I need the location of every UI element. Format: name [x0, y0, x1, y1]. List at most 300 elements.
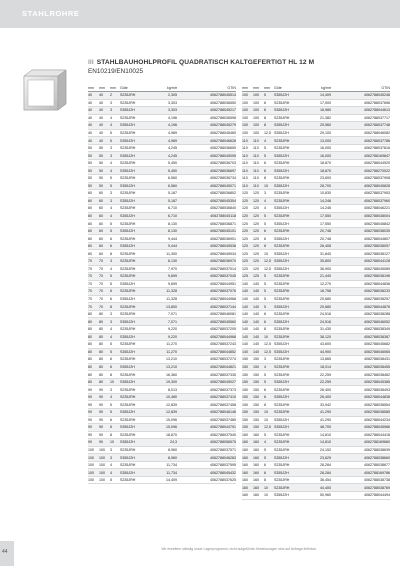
cell-height: 100 [99, 469, 110, 477]
cell-height: 80 [99, 341, 110, 349]
cell-thickness: 5 [110, 227, 120, 235]
cell-height: 100 [99, 476, 110, 484]
cell-thickness: 10 [264, 182, 274, 190]
cell-gtin: 4062788046283 [177, 454, 236, 462]
cell-width: 150 [242, 363, 253, 371]
cell-thickness: 12,5 [264, 265, 274, 273]
cell-weight: 28,700 [298, 182, 331, 190]
cell-gtin: 4062788038462 [331, 371, 390, 379]
cell-thickness: 4 [264, 197, 274, 205]
cell-thickness: 4 [110, 159, 120, 167]
cell-width: 40 [88, 114, 99, 122]
cell-width: 90 [88, 416, 99, 424]
cell-width: 110 [242, 175, 253, 183]
cell-weight: 36,454 [298, 476, 331, 484]
cell-gtin: 4062788038554 [331, 401, 390, 409]
square-tube-illustration [20, 60, 70, 118]
cell-gtin: 4062788045934 [177, 250, 236, 258]
cell-grade: S235JRH [274, 212, 298, 220]
page-number-box [0, 541, 14, 566]
cell-grade: S355J2H [120, 197, 144, 205]
cell-grade: S355J2H [120, 107, 144, 115]
table-row [242, 250, 390, 258]
cell-grade: S235JRH [120, 190, 144, 198]
cell-height: 125 [253, 273, 264, 281]
cell-height: 110 [253, 144, 264, 152]
cell-gtin: 4062788036550 [177, 99, 236, 107]
cell-weight: 8,130 [144, 227, 177, 235]
cell-height: 150 [253, 393, 264, 401]
cell-height: 60 [99, 190, 110, 198]
cell-height: 40 [99, 129, 110, 137]
cell-height: 90 [99, 408, 110, 416]
cell-gtin: 4062788044968 [177, 333, 236, 341]
cell-grade: S355J2H [120, 152, 144, 160]
cell-gtin: 4062788037953 [331, 190, 390, 198]
cell-weight: 33,942 [298, 401, 331, 409]
cell-weight: 4,196 [144, 114, 177, 122]
cell-gtin: 4062788038769 [331, 484, 390, 492]
cell-grade: S355J2H [274, 424, 298, 432]
col-header-grade: Güte [120, 84, 144, 92]
cell-thickness: 8 [264, 476, 274, 484]
cell-height: 150 [253, 356, 264, 364]
cell-height: 40 [99, 92, 110, 100]
cell-gtin: 4062788169847 [331, 152, 390, 160]
cell-height: 100 [253, 129, 264, 137]
cell-height: 60 [99, 242, 110, 250]
table-row [242, 325, 390, 333]
cell-grade: S235JRH [274, 175, 298, 183]
cell-grade: S355J2H [120, 318, 144, 326]
cell-width: 160 [242, 461, 253, 469]
table-row [88, 363, 236, 371]
cell-width: 70 [88, 273, 99, 281]
cell-thickness: 6 [110, 288, 120, 296]
cell-gtin: 4062788045460 [177, 129, 236, 137]
cell-grade: S355J2H [274, 303, 298, 311]
section-header-bar [0, 0, 400, 28]
cell-weight: 48,700 [298, 424, 331, 432]
table-row [88, 167, 236, 175]
cell-width: 110 [242, 159, 253, 167]
cell-height: 140 [253, 318, 264, 326]
cell-thickness: 10 [264, 416, 274, 424]
cell-weight: 7,970 [144, 265, 177, 273]
cell-width: 100 [242, 99, 253, 107]
table-row [242, 461, 390, 469]
cell-thickness: 5 [264, 295, 274, 303]
cell-height: 100 [253, 114, 264, 122]
col-header-height: mm [253, 84, 264, 92]
cell-weight: 11,328 [144, 288, 177, 296]
cell-width: 80 [88, 356, 99, 364]
cell-gtin: 4062788037748 [331, 122, 390, 130]
cell-gtin: 4062788036598 [177, 114, 236, 122]
cell-thickness: 8 [110, 250, 120, 258]
cell-thickness: 8 [264, 114, 274, 122]
col-header-width: mm [88, 84, 99, 92]
cell-width: 60 [88, 190, 99, 198]
cell-grade: S235JRH [120, 386, 144, 394]
cell-gtin: 4062788038127 [331, 250, 390, 258]
cell-width: 110 [242, 182, 253, 190]
cell-weight: 13,665 [298, 356, 331, 364]
cell-weight: 10,480 [144, 393, 177, 401]
cell-thickness: 3 [110, 386, 120, 394]
cell-gtin: 4062788046146 [177, 408, 236, 416]
cell-grade: S235JRH [274, 325, 298, 333]
cell-gtin: 4062788045354 [177, 197, 236, 205]
cell-thickness: 8 [264, 325, 274, 333]
cell-height: 120 [253, 197, 264, 205]
cell-gtin: 4062788044807 [331, 235, 390, 243]
cell-width: 40 [88, 107, 99, 115]
table-row [242, 220, 390, 228]
cell-thickness: 5 [264, 371, 274, 379]
cell-gtin: 4062788036802 [177, 190, 236, 198]
cell-thickness: 8 [264, 401, 274, 409]
cell-width: 100 [88, 476, 99, 484]
cell-width: 100 [88, 446, 99, 454]
cell-weight: 22,259 [298, 378, 331, 386]
col-header-weight: kg/mtr [144, 84, 177, 92]
cell-gtin: 4062788037274 [177, 356, 236, 364]
cell-width: 70 [88, 258, 99, 266]
cell-gtin: 4062788037205 [177, 325, 236, 333]
table-row [242, 190, 390, 198]
cell-thickness: 3 [110, 318, 120, 326]
cell-weight: 26,408 [298, 242, 331, 250]
cell-height: 80 [99, 363, 110, 371]
table-row [88, 114, 236, 122]
cell-thickness: 3 [110, 190, 120, 198]
cell-width: 90 [88, 386, 99, 394]
cell-weight: 14,409 [144, 476, 177, 484]
cell-weight: 9,220 [144, 333, 177, 341]
cell-gtin: 4062788045118 [177, 212, 236, 220]
cell-thickness: 6 [264, 99, 274, 107]
table-row [88, 137, 236, 145]
table-row [242, 175, 390, 183]
cell-thickness: 6 [264, 227, 274, 235]
cell-weight: 13,210 [144, 356, 177, 364]
cell-thickness: 5 [110, 401, 120, 409]
cell-thickness: 5 [264, 92, 274, 100]
cell-grade: S235JRH [120, 250, 144, 258]
cell-weight: 29,100 [298, 129, 331, 137]
cell-height: 90 [99, 416, 110, 424]
cell-thickness: 8 [264, 175, 274, 183]
table-row [88, 446, 236, 454]
cell-weight: 3,303 [144, 99, 177, 107]
table-row [88, 303, 236, 311]
cell-weight: 20,680 [298, 303, 331, 311]
cell-grade: S235JRH [274, 386, 298, 394]
cell-width: 160 [242, 431, 253, 439]
cell-weight: 9,699 [144, 273, 177, 281]
cell-weight: 18,870 [298, 167, 331, 175]
cell-height: 80 [99, 378, 110, 386]
table-row [242, 363, 390, 371]
cell-width: 110 [242, 137, 253, 145]
cell-width: 70 [88, 265, 99, 273]
cell-width: 80 [88, 363, 99, 371]
cell-thickness: 5 [110, 341, 120, 349]
cell-weight: 4,245 [144, 144, 177, 152]
cell-weight: 50,960 [298, 491, 331, 499]
table-row [242, 408, 390, 416]
cell-gtin: 4062788044128 [331, 258, 390, 266]
table-row [88, 159, 236, 167]
cell-width: 70 [88, 288, 99, 296]
cell-thickness: 5 [264, 446, 274, 454]
cell-thickness: 4 [110, 205, 120, 213]
cell-height: 90 [99, 431, 110, 439]
cell-width: 160 [242, 454, 253, 462]
cell-weight: 26,400 [298, 386, 331, 394]
table-row [242, 439, 390, 447]
cell-gtin: 4062788037540 [177, 431, 236, 439]
cell-height: 90 [99, 401, 110, 409]
cell-grade: S355J2H [274, 454, 298, 462]
cell-grade: S235JRH [120, 92, 144, 100]
cell-thickness: 3 [110, 446, 120, 454]
cell-height: 80 [99, 325, 110, 333]
cell-thickness: 5 [110, 182, 120, 190]
cell-height: 110 [253, 182, 264, 190]
cell-grade: S235JRH [274, 461, 298, 469]
cell-thickness: 5 [264, 152, 274, 160]
cell-weight: 9,444 [144, 235, 177, 243]
cell-weight: 28,284 [298, 469, 331, 477]
cell-height: 150 [253, 424, 264, 432]
cell-grade: S355J2H [274, 348, 298, 356]
cell-grade: S355J2H [274, 92, 298, 100]
cell-gtin: 4062788044836 [331, 280, 390, 288]
cell-weight: 11,270 [144, 341, 177, 349]
cell-thickness: 10 [264, 333, 274, 341]
cell-width: 80 [88, 341, 99, 349]
table-row [242, 227, 390, 235]
cell-gtin: 4062788037144 [177, 303, 236, 311]
cell-height: 120 [253, 242, 264, 250]
cell-grade: S355J2H [274, 265, 298, 273]
cell-thickness: 10 [264, 408, 274, 416]
cell-grade: S235JRH [120, 356, 144, 364]
table-row [242, 431, 390, 439]
footnote: Wir erweitern ständig unser Lagerprogramm, nicht aufgeführte Abmessungen sind auf Anfrage lieferbar. [161, 547, 317, 551]
table-row [242, 416, 390, 424]
cell-width: 50 [88, 159, 99, 167]
cell-height: 90 [99, 393, 110, 401]
cell-thickness: 4 [110, 265, 120, 273]
table-row [88, 386, 236, 394]
cell-weight: 14,246 [298, 197, 331, 205]
cell-width: 40 [88, 137, 99, 145]
cell-thickness: 8 [264, 122, 274, 130]
cell-gtin: 4062788037717 [331, 114, 390, 122]
cell-gtin: 4062788046065 [331, 348, 390, 356]
cell-grade: S235JRH [120, 416, 144, 424]
cell-weight: 8,960 [144, 446, 177, 454]
cell-grade: S235JRH [120, 99, 144, 107]
cell-thickness: 6 [110, 235, 120, 243]
cell-height: 70 [99, 265, 110, 273]
cell-weight: 14,810 [298, 439, 331, 447]
table-row [242, 92, 390, 100]
table-row [88, 295, 236, 303]
cell-grade: S355J2H [274, 378, 298, 386]
cell-thickness: 3 [264, 190, 274, 198]
cell-grade: S235JRH [120, 431, 144, 439]
cell-width: 90 [88, 424, 99, 432]
cell-gtin: 4062788037045 [177, 273, 236, 281]
table-row [88, 310, 236, 318]
cell-grade: S355J2H [120, 363, 144, 371]
cell-weight: 24,516 [298, 310, 331, 318]
cell-weight: 20,748 [298, 235, 331, 243]
col-header-gtin: GTIN [177, 84, 236, 92]
cell-gtin: 4062788038639 [331, 446, 390, 454]
table-row [88, 92, 236, 100]
cell-width: 80 [88, 333, 99, 341]
cell-gtin: 4062788044821 [177, 363, 236, 371]
cell-grade: S235JRH [120, 159, 144, 167]
cell-width: 50 [88, 175, 99, 183]
cell-gtin: 4062788038349 [331, 325, 390, 333]
cell-height: 60 [99, 227, 110, 235]
cell-thickness: 4 [264, 137, 274, 145]
cell-thickness: 12,5 [264, 424, 274, 432]
table-row [242, 137, 390, 145]
cell-grade: S355J2H [274, 318, 298, 326]
table-header-row [242, 84, 390, 92]
table-row [242, 310, 390, 318]
cell-width: 100 [242, 92, 253, 100]
cell-weight: 3,303 [144, 107, 177, 115]
cell-width: 100 [242, 114, 253, 122]
cell-thickness: 5 [264, 454, 274, 462]
cell-grade: S235JRH [120, 461, 144, 469]
cell-grade: S355J2H [274, 341, 298, 349]
table-row [88, 99, 236, 107]
cell-width: 60 [88, 205, 99, 213]
cell-height: 50 [99, 182, 110, 190]
cell-width: 100 [242, 129, 253, 137]
cell-weight: 31,430 [298, 325, 331, 333]
table-row [242, 454, 390, 462]
cell-grade: S235JRH [120, 175, 144, 183]
table-row [88, 454, 236, 462]
cell-grade: S235JRH [120, 371, 144, 379]
cell-height: 120 [253, 250, 264, 258]
table-row [88, 175, 236, 183]
cell-height: 40 [99, 122, 110, 130]
cell-height: 70 [99, 303, 110, 311]
cell-thickness: 6 [264, 318, 274, 326]
cell-width: 60 [88, 197, 99, 205]
cell-weight: 41,290 [298, 416, 331, 424]
cell-gtin: 4062788056575 [177, 439, 236, 447]
cell-thickness: 5 [264, 220, 274, 228]
cell-width: 140 [242, 280, 253, 288]
cell-grade: S235JRH [120, 310, 144, 318]
cell-weight: 22,259 [298, 371, 331, 379]
cell-grade: S235JRH [274, 371, 298, 379]
cell-gtin: 4062788038233 [331, 288, 390, 296]
cell-thickness: 3 [110, 152, 120, 160]
cell-width: 150 [242, 401, 253, 409]
cell-weight: 4,196 [144, 122, 177, 130]
cell-weight: 12,270 [298, 280, 331, 288]
cell-height: 160 [253, 484, 264, 492]
table-row [88, 235, 236, 243]
cell-gtin: 4062788038196 [331, 273, 390, 281]
table-row [88, 325, 236, 333]
cell-thickness: 5 [110, 280, 120, 288]
table-row [242, 182, 390, 190]
cell-thickness: 5 [110, 220, 120, 228]
cell-weight: 23,600 [298, 175, 331, 183]
cell-height: 50 [99, 167, 110, 175]
cell-height: 70 [99, 258, 110, 266]
table-row [242, 401, 390, 409]
table-row [242, 288, 390, 296]
cell-thickness: 6 [110, 356, 120, 364]
cell-grade: S355J2H [120, 122, 144, 130]
table-row [242, 242, 390, 250]
table-row [242, 144, 390, 152]
cell-gtin: 4062788169660 [331, 439, 390, 447]
col-header-grade: Güte [274, 84, 298, 92]
table-row [88, 258, 236, 266]
cell-grade: S355J2H [120, 378, 144, 386]
cell-weight: 24,516 [298, 318, 331, 326]
cell-grade: S235JRH [120, 476, 144, 484]
cell-grade: S235JRH [274, 333, 298, 341]
cell-height: 110 [253, 137, 264, 145]
table-row [88, 476, 236, 484]
cell-thickness: 5 [110, 476, 120, 484]
cell-grade: S355J2H [274, 220, 298, 228]
table-row [88, 461, 236, 469]
cell-height: 110 [253, 159, 264, 167]
cell-weight: 9,699 [144, 280, 177, 288]
cell-width: 50 [88, 144, 99, 152]
table-row [242, 318, 390, 326]
cell-height: 40 [99, 137, 110, 145]
cell-width: 140 [242, 325, 253, 333]
cell-grade: S235JRH [120, 325, 144, 333]
cell-weight: 20,748 [298, 227, 331, 235]
cell-weight: 18,870 [144, 431, 177, 439]
cell-width: 50 [88, 152, 99, 160]
cell-height: 50 [99, 152, 110, 160]
cell-weight: 31,840 [298, 250, 331, 258]
cell-grade: S235JRH [274, 273, 298, 281]
cell-width: 40 [88, 129, 99, 137]
cell-height: 100 [99, 446, 110, 454]
cell-gtin: 4062788045248 [331, 92, 390, 100]
cell-grade: S355J2H [274, 416, 298, 424]
table-row [88, 371, 236, 379]
cell-height: 80 [99, 333, 110, 341]
cell-grade: S355J2H [274, 235, 298, 243]
cell-width: 90 [88, 439, 99, 447]
cell-gtin: 4062788038677 [331, 461, 390, 469]
title-marker: III [88, 59, 94, 66]
